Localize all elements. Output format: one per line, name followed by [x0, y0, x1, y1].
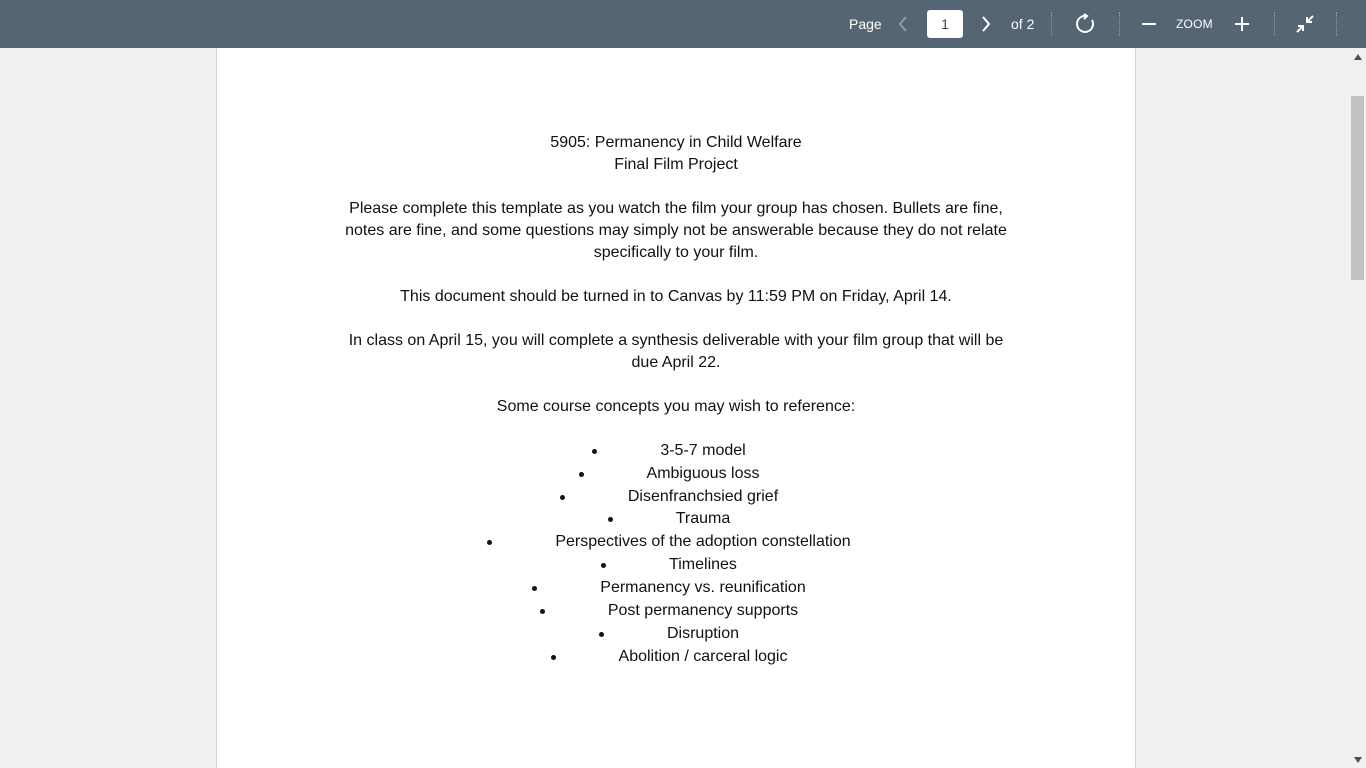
instructions-line: notes are fine, and some questions may simply not be answerable because they do not relate: [345, 222, 1007, 239]
bullet-icon: [487, 540, 492, 545]
concept-label: Ambiguous loss: [646, 465, 760, 482]
list-item: [217, 531, 1135, 553]
list-item: [217, 600, 1135, 622]
concept-label: Perspectives of the adoption constellation: [555, 533, 851, 550]
previous-page-button[interactable]: [893, 0, 913, 48]
concepts-intro: Some course concepts you may wish to reference:: [496, 398, 856, 415]
plus-icon: [1234, 16, 1250, 32]
bullet-icon: [532, 586, 537, 591]
toolbar-divider: [1274, 12, 1275, 36]
vertical-scrollbar[interactable]: [1349, 48, 1366, 768]
instructions-line: specifically to your film.: [593, 244, 759, 261]
triangle-up-icon: [1354, 54, 1362, 60]
concept-label: Permanency vs. reunification: [600, 579, 806, 596]
zoom-label: ZOOM: [1176, 17, 1213, 31]
list-item: [217, 646, 1135, 668]
bullet-icon: [601, 563, 606, 568]
bullet-icon: [579, 472, 584, 477]
bullet-icon: [540, 609, 545, 614]
list-item: [217, 623, 1135, 645]
bullet-icon: [592, 449, 597, 454]
concept-label: Timelines: [669, 556, 737, 573]
rotate-icon: [1075, 13, 1097, 35]
concept-label: Abolition / carceral logic: [618, 648, 788, 665]
list-item: [217, 577, 1135, 599]
concept-label: Trauma: [675, 510, 731, 527]
pdf-toolbar: [0, 0, 1366, 48]
scrollbar-thumb[interactable]: [1351, 96, 1364, 280]
deadline-text: This document should be turned in to Canvas by 11:59 PM on Friday, April 14.: [400, 288, 952, 305]
list-item: [217, 440, 1135, 462]
list-item: [217, 554, 1135, 576]
list-item: [217, 486, 1135, 508]
minus-icon: [1141, 16, 1157, 32]
concept-label: Disruption: [666, 625, 740, 642]
exit-fullscreen-button[interactable]: [1292, 0, 1318, 48]
rotate-button[interactable]: [1072, 0, 1100, 48]
list-item: [217, 463, 1135, 485]
bullet-icon: [608, 517, 613, 522]
collapse-icon: [1295, 14, 1315, 34]
scroll-up-button[interactable]: [1349, 48, 1366, 65]
concept-label: Disenfranchsied grief: [627, 488, 779, 505]
chevron-left-icon: [897, 15, 909, 33]
class-note-line: due April 22.: [631, 354, 721, 371]
class-note-line: In class on April 15, you will complete a synthesis deliverable with your film group that will be: [348, 332, 1004, 349]
instructions-line: Please complete this template as you watch the film your group has chosen. Bullets are fine,: [349, 200, 1003, 217]
toolbar-divider: [1336, 12, 1337, 36]
zoom-out-button[interactable]: [1137, 0, 1161, 48]
bullet-icon: [551, 655, 556, 660]
toolbar-divider: [1051, 12, 1052, 36]
page-label: Page: [849, 16, 882, 32]
course-title: 5905: Permanency in Child Welfare: [550, 134, 802, 151]
project-title: Final Film Project: [614, 156, 738, 173]
zoom-in-button[interactable]: [1230, 0, 1254, 48]
list-item: [217, 508, 1135, 530]
chevron-right-icon: [980, 15, 992, 33]
concept-label: Post permanency supports: [607, 602, 799, 619]
pdf-page: [216, 48, 1136, 768]
bullet-icon: [560, 495, 565, 500]
page-total-label: of 2: [1011, 16, 1035, 32]
toolbar-divider: [1119, 12, 1120, 36]
concept-label: 3-5-7 model: [660, 442, 746, 459]
bullet-icon: [599, 632, 604, 637]
document-viewer: [0, 48, 1366, 768]
page-number-input[interactable]: [927, 10, 963, 38]
triangle-down-icon: [1354, 757, 1362, 763]
scroll-down-button[interactable]: [1349, 751, 1366, 768]
next-page-button[interactable]: [976, 0, 996, 48]
